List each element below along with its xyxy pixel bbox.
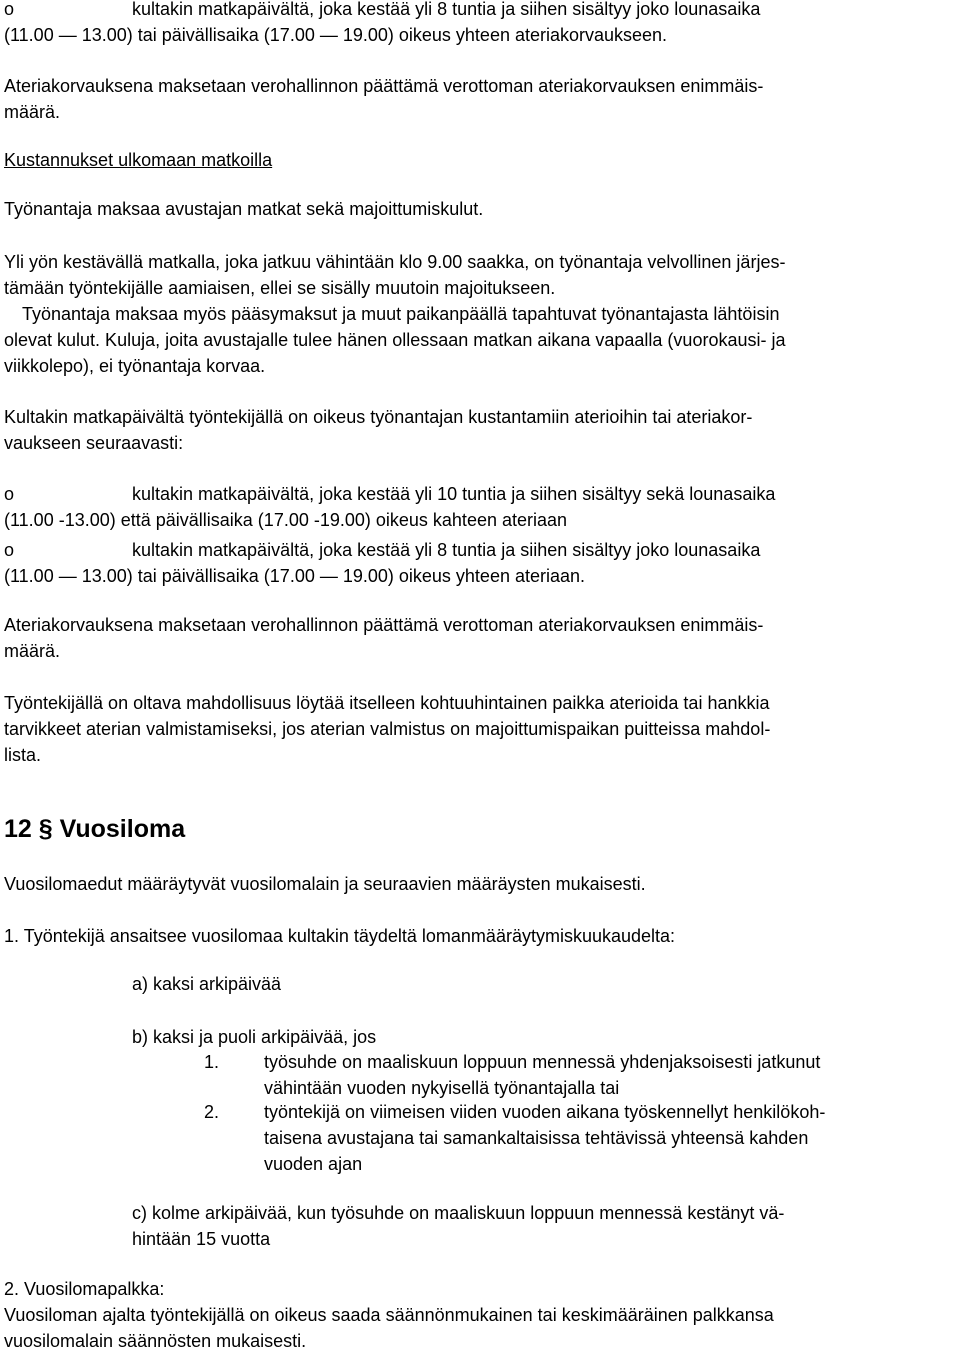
paragraph <box>4 249 956 301</box>
paragraph-line: määrä. <box>4 102 61 122</box>
paragraph <box>4 301 956 379</box>
list-item <box>4 537 956 589</box>
list-number: 1. <box>204 1052 220 1072</box>
paragraph: Vuosilomaedut määräytyvät vuosilomalain ja seuraavien määräysten mukaisesti. <box>4 874 646 894</box>
numbered-item <box>4 1276 956 1354</box>
paragraph-line: Vuosiloman ajalta työntekijällä on oikeus saada säännönmukainen tai keskimääräinen palkkansa <box>4 1305 774 1325</box>
bullet-text-line: (11.00 — 13.00) tai päivällisaika (17.00 — 19.00) oikeus yhteen ateriakorvaukseen. <box>4 25 668 45</box>
sub-item-a: a) kaksi arkipäivää <box>132 974 282 994</box>
paragraph-line: määrä. <box>4 641 61 661</box>
paragraph-line: Kultakin matkapäivältä työntekijällä on oikeus työnantajan kustantamiin aterioihin tai ateriakor- <box>4 407 753 427</box>
paragraph-line: Työnantaja maksaa myös pääsymaksut ja muut paikanpäällä tapahtuvat työnantajasta lähtöisin <box>22 304 780 324</box>
paragraph-line: Työntekijällä on oltava mahdollisuus löytää itselleen kohtuuhintainen paikka aterioida tai hankkia <box>4 693 770 713</box>
paragraph-line: Yli yön kestävällä matkalla, joka jatkuu vähintään klo 9.00 saakka, on työnantaja velvollinen järjes- <box>4 252 786 272</box>
list-number: 2. <box>204 1102 220 1122</box>
bullet-marker: o <box>4 540 15 560</box>
list-item <box>4 0 956 48</box>
bullet-text-line: kultakin matkapäivältä, joka kestää yli 8 tuntia ja siihen sisältyy joko lounasaika <box>132 0 761 19</box>
paragraph-line: olevat kulut. Kuluja, joita avustajalle tulee hänen ollessaan matkan aikana vapaalla (vuorokausi- ja <box>4 330 786 350</box>
section-title: 12 § Vuosiloma <box>4 815 186 843</box>
list-item <box>4 481 956 533</box>
numbered-item: 1. Työntekijä ansaitsee vuosilomaa kultakin täydeltä lomanmääräytymiskuukaudelta: <box>4 926 676 946</box>
paragraph-line: vaukseen seuraavasti: <box>4 433 184 453</box>
paragraph <box>4 73 956 125</box>
paragraph-line: tarvikkeet aterian valmistamiseksi, jos aterian valmistus on majoittumispaikan puitteissa mahdol- <box>4 719 771 739</box>
list-text-line: vuoden ajan <box>264 1154 363 1174</box>
list-text-line: työntekijä on viimeisen viiden vuoden aikana työskennellyt henkilökoh- <box>264 1102 826 1122</box>
paragraph-line: hintään 15 vuotta <box>132 1229 271 1249</box>
bullet-text-line: kultakin matkapäivältä, joka kestää yli 10 tuntia ja siihen sisältyy sekä lounasaika <box>132 484 776 504</box>
nested-list-item <box>204 1099 954 1177</box>
list-text-line: vähintään vuoden nykyisellä työnantajalla tai <box>264 1078 620 1098</box>
paragraph-line: Ateriakorvauksena maksetaan verohallinnon päättämä verottoman ateriakorvauksen enimmäis- <box>4 615 764 635</box>
paragraph <box>4 690 956 768</box>
nested-list-item <box>204 1049 954 1101</box>
bullet-marker: o <box>4 484 15 504</box>
bullet-text-line: (11.00 — 13.00) tai päivällisaika (17.00 — 19.00) oikeus yhteen ateriaan. <box>4 566 586 586</box>
paragraph-line: vuosilomalain säännösten mukaisesti. <box>4 1331 307 1351</box>
paragraph-line: lista. <box>4 745 42 765</box>
paragraph-line: Ateriakorvauksena maksetaan verohallinnon päättämä verottoman ateriakorvauksen enimmäis- <box>4 76 764 96</box>
paragraph: Työnantaja maksaa avustajan matkat sekä majoittumiskulut. <box>4 199 484 219</box>
paragraph <box>4 612 956 664</box>
paragraph-line: c) kolme arkipäivää, kun työsuhde on maaliskuun loppuun mennessä kestänyt vä- <box>132 1203 785 1223</box>
section-heading: Kustannukset ulkomaan matkoilla <box>4 150 273 170</box>
sub-item-b: b) kaksi ja puoli arkipäivää, jos <box>132 1027 377 1047</box>
paragraph-line: tämään työntekijälle aamiaisen, ellei se sisälly muutoin majoitukseen. <box>4 278 556 298</box>
bullet-text-line: (11.00 -13.00) että päivällisaika (17.00 -19.00) oikeus kahteen ateriaan <box>4 510 568 530</box>
sub-item-c <box>132 1200 932 1252</box>
bullet-text-line: kultakin matkapäivältä, joka kestää yli 8 tuntia ja siihen sisältyy joko lounasaika <box>132 540 761 560</box>
bullet-marker: o <box>4 0 15 19</box>
numbered-item-heading: 2. Vuosilomapalkka: <box>4 1279 165 1299</box>
paragraph <box>4 404 956 456</box>
list-text-line: taisena avustajana tai samankaltaisissa tehtävissä yhteensä kahden <box>264 1128 809 1148</box>
list-text-line: työsuhde on maaliskuun loppuun mennessä yhdenjaksoisesti jatkunut <box>264 1052 821 1072</box>
paragraph-line: viikkolepo), ei työnantaja korvaa. <box>4 356 266 376</box>
